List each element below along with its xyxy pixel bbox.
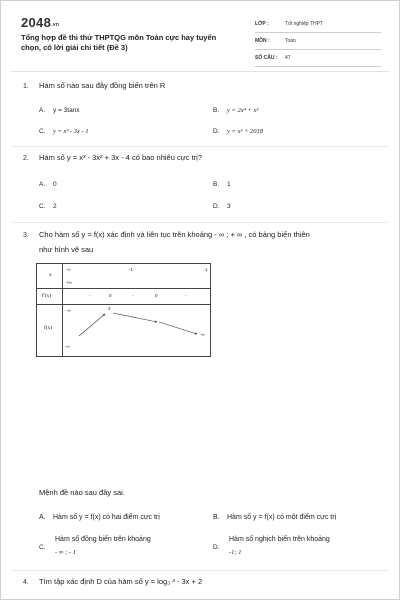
option-label: B. <box>213 107 220 114</box>
option-text: Hàm số y = f(x) có một điểm cực trị <box>227 514 337 521</box>
meta-row-subject <box>255 34 381 50</box>
question-prompt: Mệnh đề nào sau đây sai. <box>39 488 125 497</box>
header-divider <box>11 71 389 72</box>
derivative-sign: - <box>132 293 134 298</box>
option-label: B. <box>213 181 220 188</box>
option-c[interactable] <box>39 128 89 135</box>
meta-label: LỚP : <box>255 21 269 27</box>
question-number: 1. <box>23 83 29 90</box>
x-value: +∞ <box>66 280 72 285</box>
row-header-x: x <box>49 272 52 278</box>
option-text-interval: - ∞ ; - 1 <box>55 549 76 556</box>
meta-label: SỐ CÂU : <box>255 55 278 61</box>
meta-row-class <box>255 17 381 33</box>
option-text: Hàm số nghịch biến trên khoảng <box>229 536 330 543</box>
option-label: D. <box>213 128 220 135</box>
header <box>1 1 400 71</box>
option-label: C. <box>39 203 46 210</box>
option-text: 3 <box>227 203 231 210</box>
question-divider <box>11 570 389 571</box>
meta-value: Toán <box>285 38 296 44</box>
option-label: A. <box>39 514 46 521</box>
document-meta <box>255 17 381 67</box>
x-value: -1 <box>129 267 134 272</box>
option-d[interactable] <box>213 203 231 210</box>
site-logo[interactable] <box>21 15 59 30</box>
derivative-sign: 0 <box>155 293 158 298</box>
option-a[interactable] <box>39 181 57 188</box>
option-c[interactable] <box>39 203 57 210</box>
question-text-line-2: như hình vẽ sau <box>39 245 94 254</box>
question-text-line-1: Cho hàm số y = f(x) xác định và liên tục trên khoảng - ∞ ; + ∞ , có bảng biến thiên <box>39 230 310 239</box>
question-divider <box>11 222 389 223</box>
function-value: -∞ <box>66 308 71 313</box>
option-label: B. <box>213 514 220 521</box>
option-c-label: C. <box>39 544 46 551</box>
meta-value: Tốt nghiệp THPT <box>285 21 323 27</box>
option-d-label: D. <box>213 544 220 551</box>
option-text: 0 <box>53 181 57 188</box>
option-text: Hàm số y = f(x) có hai điểm cực trị <box>53 514 160 521</box>
option-text: y = 2x⁴ + x² <box>227 107 259 114</box>
option-label: C. <box>39 128 46 135</box>
meta-value: 47 <box>285 55 291 61</box>
option-text: 2 <box>53 203 57 210</box>
logo-suffix: .vn <box>51 22 60 28</box>
option-text: y = x³ + 2018 <box>227 128 263 135</box>
meta-label: MÔN : <box>255 38 270 44</box>
derivative-sign: 0 <box>109 293 112 298</box>
decreasing-arrow <box>113 313 157 322</box>
option-c[interactable] <box>55 533 151 559</box>
option-d[interactable] <box>213 128 263 135</box>
question-number: 3. <box>23 232 29 239</box>
derivative-sign: - <box>89 293 91 298</box>
derivative-sign: - <box>185 293 187 298</box>
increasing-arrow <box>79 314 105 336</box>
logo-text: 2048 <box>21 15 52 30</box>
option-b[interactable] <box>213 511 336 524</box>
x-value: -∞ <box>66 267 71 272</box>
option-label: A. <box>39 107 46 114</box>
option-d[interactable] <box>229 533 330 559</box>
x-value: 1 <box>205 267 208 272</box>
question-text: Hàm số y = x³ - 3x² + 3x - 4 có bao nhiêu cực trị? <box>39 153 203 162</box>
option-text: y = 3tanx <box>53 107 80 114</box>
option-label: D. <box>213 203 220 210</box>
question-text: Tìm tập xác định D của hàm số y = log₃ ³ - 3x + 2 <box>39 577 203 586</box>
question-divider <box>11 146 389 147</box>
function-value: -∞ <box>200 332 205 337</box>
question-text: Hàm số nào sau đây đồng biến trên R <box>39 81 166 90</box>
option-text: y = x³ - 3x - 1 <box>53 128 89 135</box>
option-a[interactable] <box>39 511 160 524</box>
option-b[interactable] <box>213 107 258 114</box>
option-text: 1 <box>227 181 231 188</box>
variation-table <box>36 263 211 357</box>
question-number: 4. <box>23 579 29 586</box>
option-label: A. <box>39 181 46 188</box>
question-number: 2. <box>23 155 29 162</box>
variation-arrows <box>37 264 212 358</box>
meta-row-count <box>255 51 381 67</box>
document-title: Tổng hợp đề thi thử THPTQG môn Toán cực hay tuyển chọn, có lời giải chi tiết (Đề 3) <box>21 33 217 52</box>
option-b[interactable] <box>213 181 231 188</box>
function-value: 2 <box>108 306 111 311</box>
option-text-interval: -1; 1 <box>229 549 242 556</box>
row-header-f: f(x) <box>44 325 53 331</box>
option-text: Hàm số đồng biến trên khoảng <box>55 536 151 543</box>
row-header-fprime: f'(x) <box>42 293 52 299</box>
decreasing-arrow <box>159 322 197 334</box>
function-value: -∞ <box>65 344 70 349</box>
option-a[interactable] <box>39 107 80 114</box>
